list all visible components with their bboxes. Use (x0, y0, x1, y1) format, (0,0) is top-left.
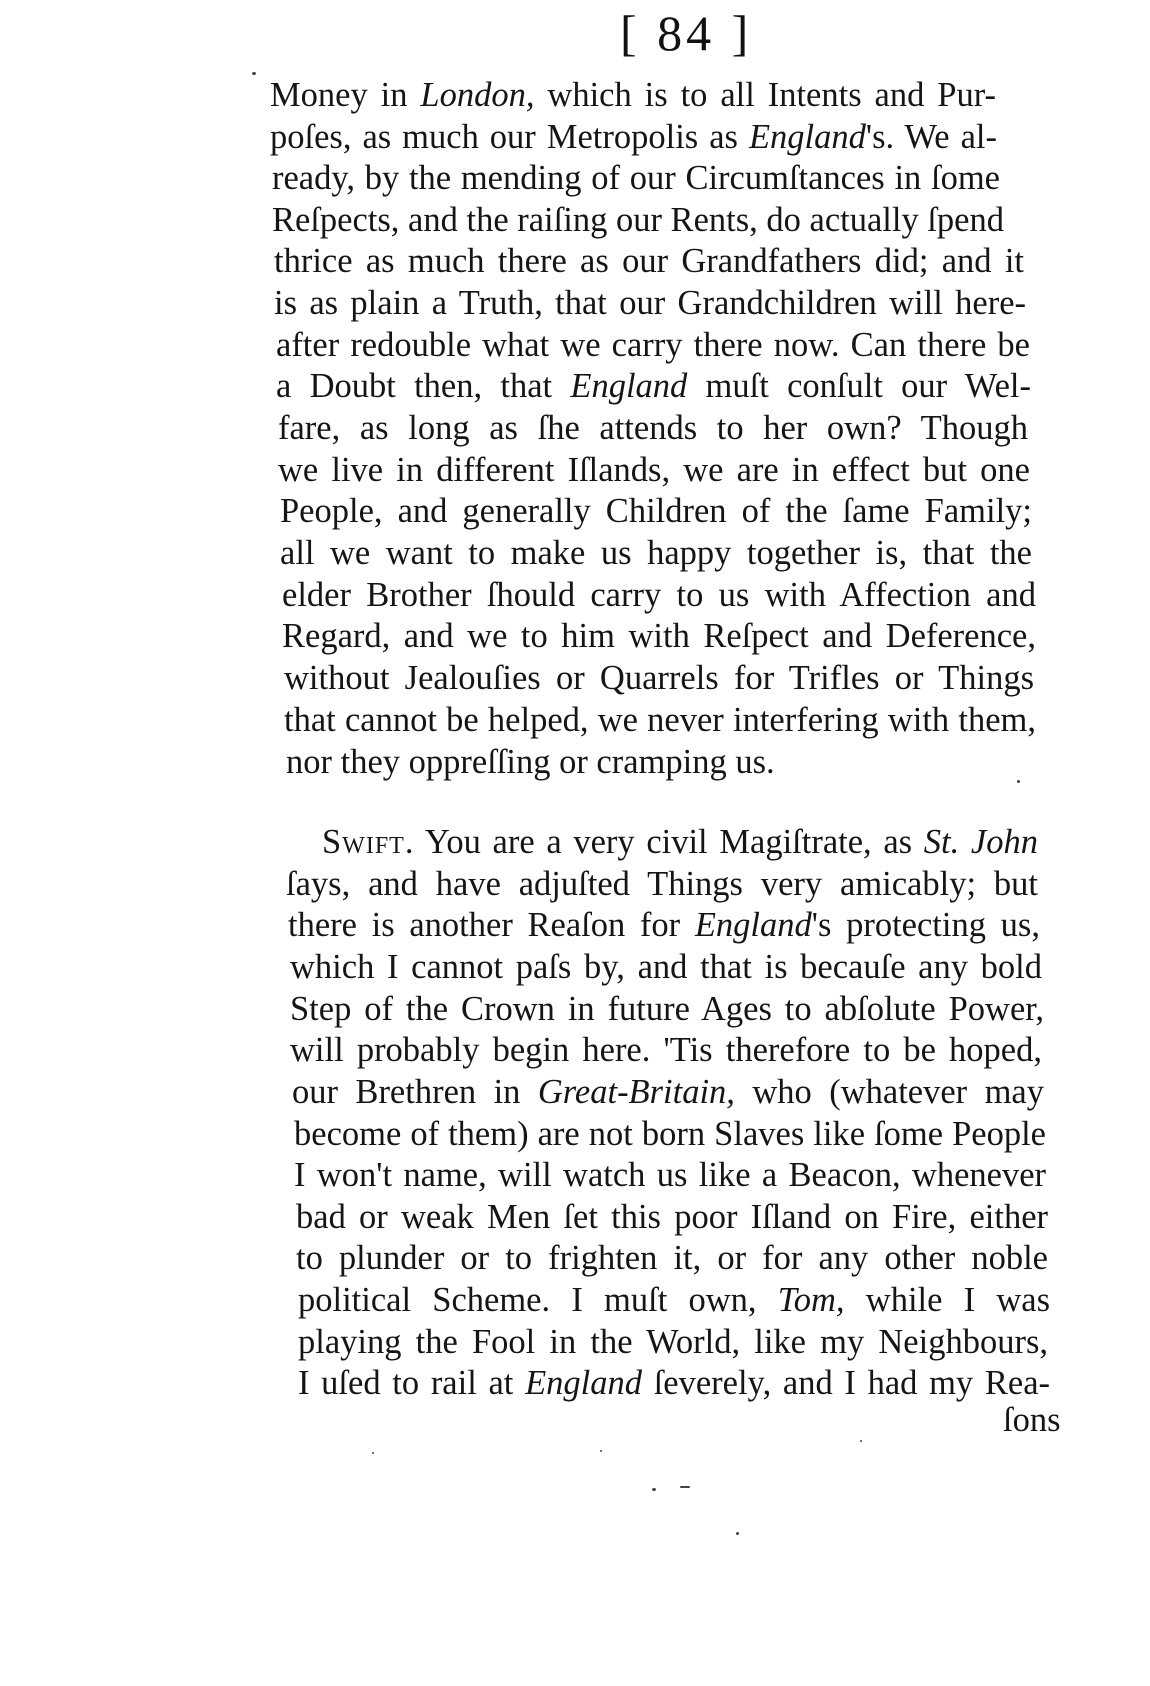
italic-run: England (525, 1364, 643, 1402)
print-speck (600, 1450, 602, 1452)
speaker-name: Swift. (322, 823, 415, 861)
text-line: is as plain a Truth, that our Grandchildren will here- (274, 284, 1026, 322)
text-line: to plunder or to frighten it, or for any other noble (296, 1239, 1048, 1277)
italic-run: London, (420, 76, 535, 114)
print-speck (1017, 780, 1020, 783)
text-run: 's. We al- (865, 118, 997, 156)
text-line (270, 75, 996, 115)
italic-run: England (748, 118, 866, 156)
text-line: without Jealouſies or Quarrels for Trifles or Things (284, 659, 1034, 697)
text-line: thrice as much there as our Grandfathers did; and it (274, 242, 1024, 280)
text-run: poſes, as much our Metropolis as (270, 118, 749, 156)
italic-run: Great-Britain, (537, 1073, 735, 1111)
text-line: become of them) are not born Slaves like ſome People (294, 1115, 1046, 1153)
text-run: who (whatever may (734, 1073, 1044, 1111)
italic-run: England (570, 367, 688, 405)
text-line: we live in different Iſlands, we are in effect but one (278, 451, 1030, 489)
text-run: a Doubt then, that (276, 367, 571, 405)
text-run: Money in (270, 76, 421, 114)
text-line: nor they oppreſſing or cramping us. (286, 743, 775, 781)
text-line: ready, by the mending of our Circumſtances in ſome (272, 159, 1000, 197)
text-line: elder Brother ſhould carry to us with Affection and (282, 576, 1036, 614)
text-run: ſeverely, and I had my Rea- (642, 1364, 1051, 1402)
text-line: People, and generally Children of the ſame Family; (280, 492, 1032, 530)
text-line (298, 1363, 1050, 1403)
print-speck (372, 1452, 374, 1454)
text-run: You are a very civil Magiſtrate, as (414, 823, 924, 861)
text-line: playing the Fool in the World, like my Neighbours, (298, 1323, 1048, 1361)
text-line: Regard, and we to him with Reſpect and Deference, (282, 617, 1036, 655)
print-speck (860, 1440, 862, 1442)
text-run: political Scheme. I muſt own, (298, 1281, 778, 1319)
text-run: which is to all Intents and Pur- (534, 76, 997, 114)
text-run: 's protecting us, (811, 906, 1040, 944)
text-line (270, 117, 997, 157)
text-run: there is another Reaſon for (288, 906, 695, 944)
text-run: our Brethren in (292, 1073, 538, 1111)
page-number: [ 84 ] (620, 5, 753, 61)
text-line (288, 905, 1040, 945)
text-line (298, 1280, 1050, 1320)
text-line: after redouble what we carry there now. Can there be (276, 326, 1030, 364)
text-line: which I cannot paſs by, and that is becauſe any bold (290, 948, 1042, 986)
text-run: I uſed to rail at (298, 1364, 526, 1402)
text-line: fare, as long as ſhe attends to her own? Though (278, 409, 1028, 447)
text-line (292, 1072, 1044, 1112)
text-line: Step of the Crown in future Ages to abſolute Power, (290, 990, 1044, 1028)
print-speck (652, 1488, 656, 1491)
italic-run: St. John (923, 823, 1038, 861)
text-run: muſt conſult our Wel- (687, 367, 1031, 405)
text-line: I won't name, will watch us like a Beacon, whenever (294, 1156, 1046, 1194)
italic-run: Tom, (777, 1281, 845, 1319)
text-line: that cannot be helped, we never interfering with them, (284, 701, 1036, 739)
print-speck (680, 1486, 690, 1488)
print-speck (252, 72, 256, 75)
text-line: all we want to make us happy together is, that the (280, 534, 1032, 572)
text-line: will probably begin here. 'Tis therefore to be hoped, (290, 1031, 1042, 1069)
text-line: Reſpects, and the raiſing our Rents, do actually ſpend (272, 201, 1004, 239)
italic-run: England (694, 906, 812, 944)
text-line: ſays, and have adjuſted Things very amicably; but (286, 865, 1038, 903)
text-run: while I was (844, 1281, 1050, 1319)
text-line (322, 822, 1038, 862)
text-line: bad or weak Men ſet this poor Iſland on Fire, either (296, 1198, 1048, 1236)
text-line (276, 366, 1031, 406)
print-speck (736, 1532, 739, 1535)
catchword: ſons (1003, 1401, 1061, 1439)
